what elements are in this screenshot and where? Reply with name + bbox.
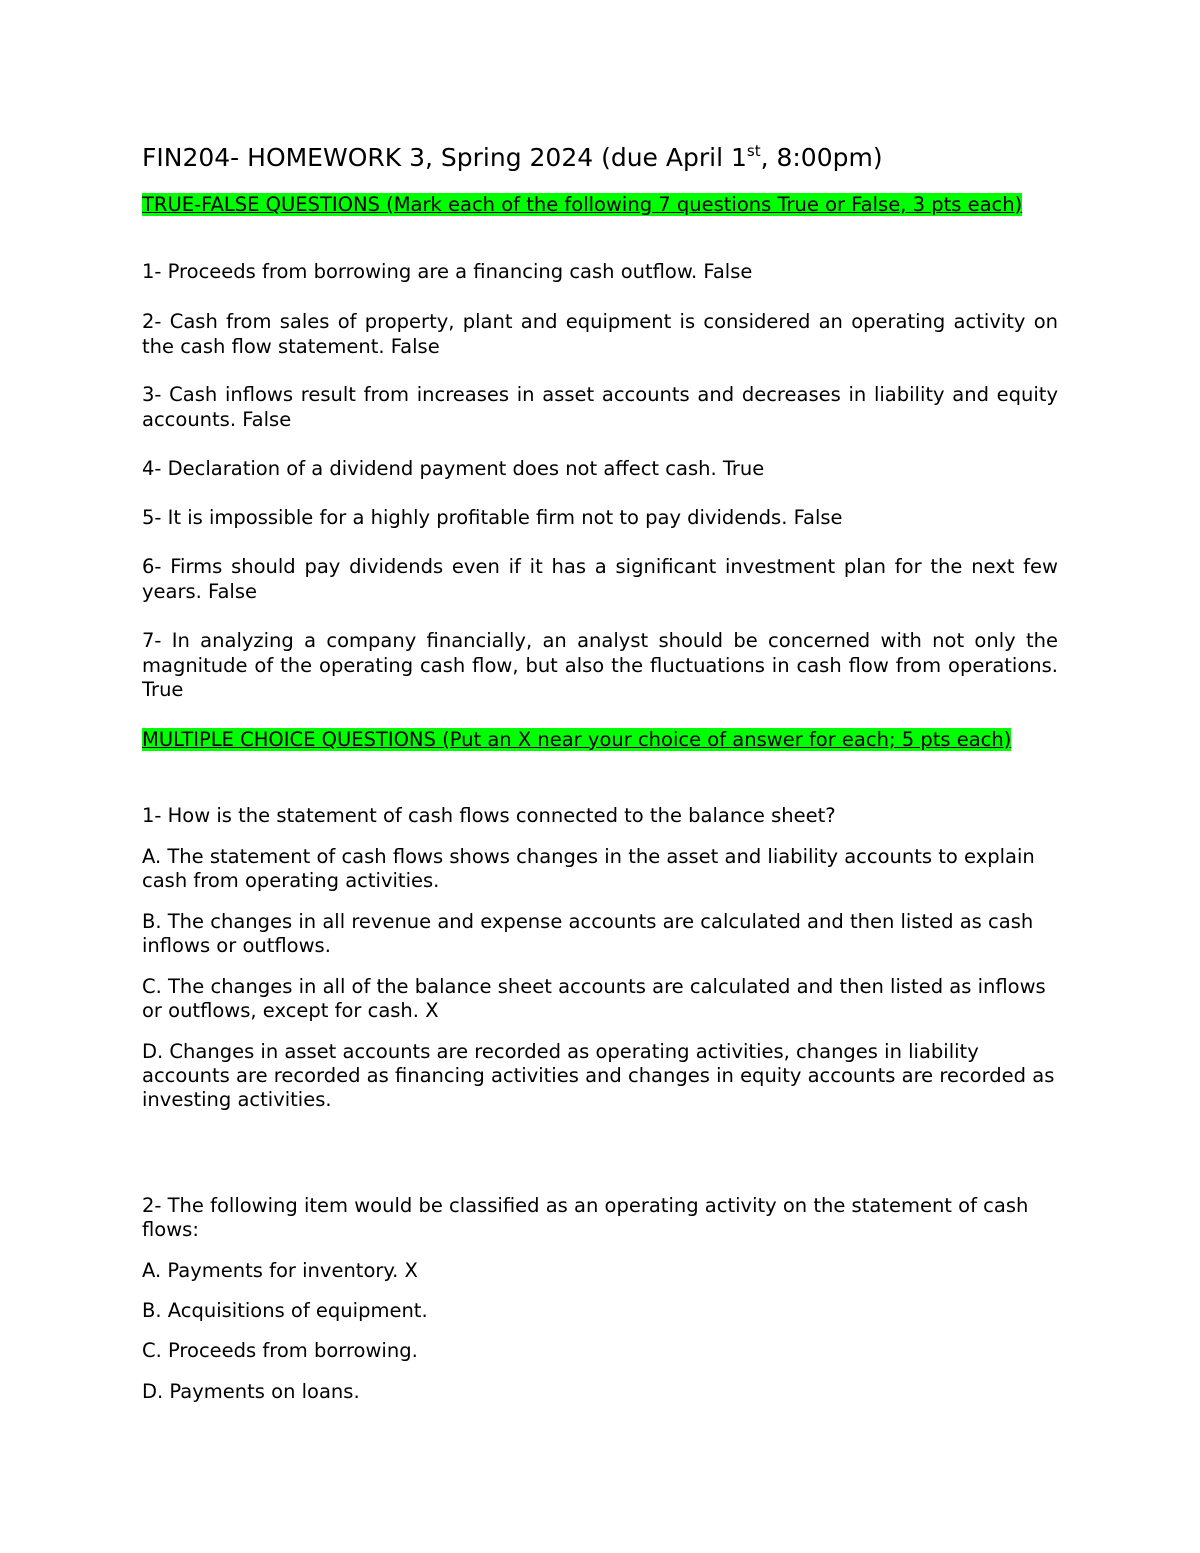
title-superscript: st [746, 142, 761, 160]
mc-question-2: 2- The following item would be classified as an operating activity on the statement of cash flows: [142, 1194, 1029, 1241]
tf-question-2: 2- Cash from sales of property, plant and equipment is considered an operating activity on the cash flow statement. False [142, 310, 1058, 358]
mc-q2-option-d: D. Payments on loans. [142, 1380, 360, 1403]
tf-question-6: 6- Firms should pay dividends even if it has a significant investment plan for the next few years. False [142, 555, 1058, 603]
mc-section-header-text: MULTIPLE CHOICE QUESTIONS (Put an X near your choice of answer for each; 5 pts each) [142, 728, 1012, 751]
mc-q1-option-c: C. The changes in all of the balance sheet accounts are calculated and then listed as inflows or outflows, except for cash. X [142, 975, 1046, 1022]
tf-question-3: 3- Cash inflows result from increases in asset accounts and decreases in liability and equity accounts. False [142, 383, 1058, 431]
tf-section-header [142, 193, 1058, 218]
tf-question-4: 4- Declaration of a dividend payment does not affect cash. True [142, 457, 765, 480]
mc-q1-option-d: D. Changes in asset accounts are recorded as operating activities, changes in liability accounts are recorded as financing activities and changes in equity accounts are recorded as investing activities. [142, 1040, 1055, 1111]
mc-q2-option-a: A. Payments for inventory. X [142, 1259, 418, 1282]
mc-q1-option-a: A. The statement of cash flows shows changes in the asset and liability accounts to explain cash from operating activities. [142, 845, 1035, 892]
title-end: , 8:00pm) [760, 143, 883, 172]
mc-section-header [142, 728, 1058, 753]
tf-question-5: 5- It is impossible for a highly profitable firm not to pay dividends. False [142, 506, 843, 529]
tf-section-header-text: TRUE-FALSE QUESTIONS (Mark each of the following 7 questions True or False, 3 pts each) [142, 193, 1023, 216]
mc-q2-option-c: C. Proceeds from borrowing. [142, 1339, 418, 1362]
document-title [142, 141, 883, 175]
tf-question-1: 1- Proceeds from borrowing are a financing cash outflow. False [142, 260, 753, 283]
mc-q2-option-b: B. Acquisitions of equipment. [142, 1299, 428, 1322]
title-main: FIN204- HOMEWORK 3, Spring 2024 (due April 1 [142, 143, 747, 172]
mc-question-1: 1- How is the statement of cash flows connected to the balance sheet? [142, 804, 836, 827]
tf-question-7: 7- In analyzing a company financially, an analyst should be concerned with not only the magnitude of the operating cash flow, but also the fluctuations in cash flow from operations. True [142, 629, 1058, 701]
mc-q1-option-b: B. The changes in all revenue and expense accounts are calculated and then listed as cash inflows or outflows. [142, 910, 1034, 957]
